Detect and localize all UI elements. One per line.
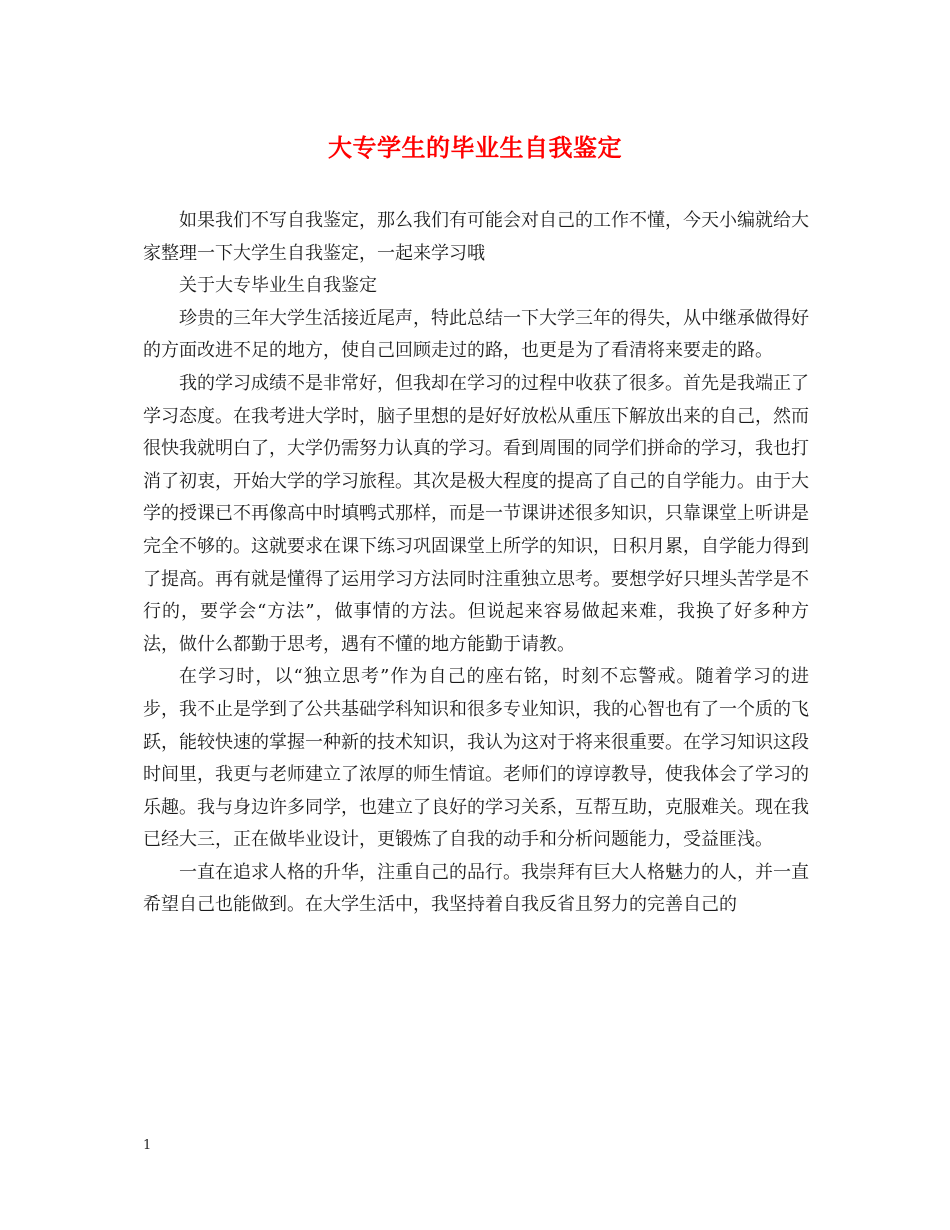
document-title: 大专学生的毕业生自我鉴定 (328, 133, 622, 162)
document-body (143, 205, 809, 922)
page-number: 1 (143, 1138, 152, 1153)
paragraph-intro: 如果我们不写自我鉴定，那么我们有可能会对自己的工作不懂，今天小编就给大家整理一下大学生自我鉴定，一起来学习哦 (143, 210, 809, 264)
paragraph-subtitle: 关于大专毕业生自我鉴定 (179, 275, 377, 297)
paragraph-character: 一直在追求人格的升华，注重自己的品行。我崇拜有巨大人格魅力的人，并一直希望自己也能做到。在大学生活中，我坚持着自我反省且努力的完善自己的 (143, 861, 809, 916)
paragraph-overview: 珍贵的三年大学生活接近尾声，特此总结一下大学三年的得失，从中继承做得好的方面改进不足的地方，使自己回顾走过的路，也更是为了看清将来要走的路。 (143, 307, 809, 362)
paragraph-study: 我的学习成绩不是非常好，但我却在学习的过程中收获了很多。首先是我端正了学习态度。在我考进大学时，脑子里想的是好好放松从重压下解放出来的自己，然而很快我就明白了，大学仍需努力认真的学习。看到周围的同学们拼命的学习，我也打消了初衷，开始大学的学习旅程。其次是极大程度的提高了自己的自学能力。由于大学的授课已不再像高中时填鸭式那样，而是一节课讲述很多知识，只靠课堂上听讲是完全不够的。这就要求在课下练习巩固课堂上所学的知识，日积月累，自学能力得到了提高。再有就是懂得了运用学习方法同时注重独立思考。要想学好只埋头苦学是不行的，要学会“方法”，做事情的方法。但说起来容易做起来难，我换了好多种方法，做什么都勤于思考，遇有不懂的地方能勤于请教。 (143, 372, 809, 655)
paragraph-independent-thinking: 在学习时，以“独立思考”作为自己的座右铭，时刻不忘警戒。随着学习的进步，我不止是学到了公共基础学科知识和很多专业知识，我的心智也有了一个质的飞跃，能较快速的掌握一种新的技术知识，我认为这对于将来很重要。在学习知识这段时间里，我更与老师建立了浓厚的师生情谊。老师们的谆谆教导，使我体会了学习的乐趣。我与身边许多同学，也建立了良好的学习关系，互帮互助，克服难关。现在我已经大三，正在做毕业设计，更锻炼了自我的动手和分析问题能力，受益匪浅。 (143, 666, 809, 851)
